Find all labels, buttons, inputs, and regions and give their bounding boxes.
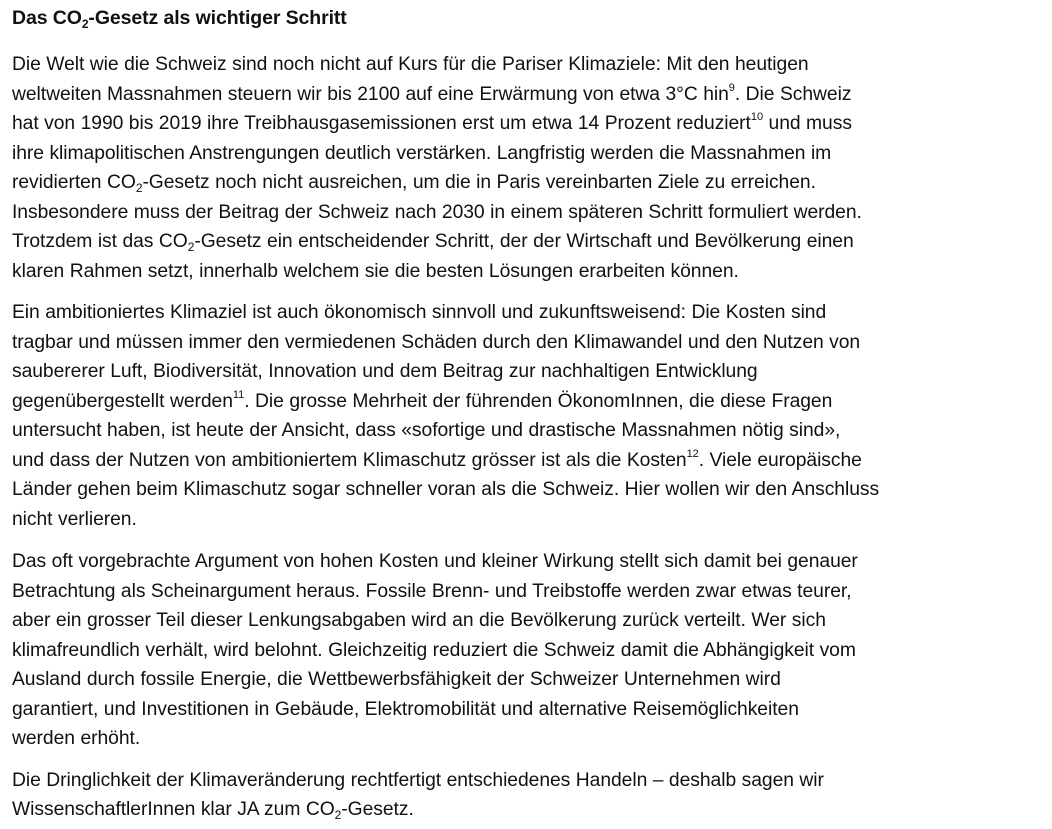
text-line: Das oft vorgebrachte Argument von hohen Kosten und kleiner Wirkung stellt sich damit bei genauer [12,551,858,572]
paragraph-4 [12,766,1042,825]
document-body [12,0,1042,825]
text-line [12,446,1042,476]
text-line: Die Dringlichkeit der Klimaveränderung rechtfertigt entschiedenes Handeln – deshalb sagen wir [12,769,824,791]
text-line [12,387,1042,417]
subscript: 2 [135,181,143,195]
paragraph-2 [12,298,1042,534]
paragraph-1 [12,50,1042,286]
text-segment: Trotzdem ist das CO [12,231,188,252]
text-line: Ausland durch fossile Energie, die Wettbewerbsfähigkeit der Schweizer Unternehmen wird [12,669,781,690]
text-line: ihre klimapolitischen Anstrengungen deutlich verstärken. Langfristig werden die Massnahmen im [12,142,832,164]
text-line: Länder gehen beim Klimaschutz sogar schneller voran als die Schweiz. Hier wollen wir den Anschluss [12,479,880,500]
text-segment: -Gesetz ein entscheidender Schritt, der der Wirtschaft und Bevölkerung einen [194,231,854,252]
heading-text-start: Das CO [12,7,82,29]
footnote-ref-12: 12 [686,447,699,460]
text-line [12,109,1042,139]
footnote-ref-9: 9 [728,81,735,94]
text-line: klaren Rahmen setzt, innerhalb welchem sie die besten Lösungen erarbeiten können. [12,260,739,282]
text-line: garantiert, und Investitionen in Gebäude, Elektromobilität und alternative Reisemöglichkeiten [12,698,799,720]
text-line: klimafreundlich verhält, wird belohnt. Gleichzeitig reduziert die Schweiz damit die Abhängigkeit vom [12,639,856,661]
footnote-ref-11: 11 [232,388,245,401]
text-segment: weltweiten Massnahmen steuern wir bis 2100 auf eine Erwärmung von etwa 3°C hin [12,83,729,105]
text-segment: WissenschaftlerInnen klar JA zum CO [12,799,335,820]
text-segment: -Gesetz noch nicht ausreichen, um die in Paris vereinbarten Ziele zu erreichen. [142,172,816,193]
section-heading [12,5,1042,32]
text-segment: hat von 1990 bis 2019 ihre Treibhausgasemissionen erst um etwa 14 Prozent reduziert [12,113,751,134]
heading-subscript: 2 [81,17,89,31]
text-line: Betrachtung als Scheinargument heraus. Fossile Brenn- und Treibstoffe werden zwar etwas teurer, [12,580,852,602]
text-segment: . Die Schweiz [734,83,852,105]
text-line [12,795,1042,825]
text-segment: gegenübergestellt werden [12,390,233,412]
text-segment: und dass der Nutzen von ambitioniertem Klimaschutz grösser ist als die Kosten [12,449,687,471]
text-segment: und muss [763,113,852,134]
text-line: nicht verlieren. [12,508,137,530]
text-line: Die Welt wie die Schweiz sind noch nicht auf Kurs für die Pariser Klimaziele: Mit den heutigen [12,54,809,75]
text-line [12,168,1042,198]
text-segment: . Viele europäische [698,449,862,471]
text-line: Ein ambitioniertes Klimaziel ist auch ökonomisch sinnvoll und zukunftsweisend: Die Kosten sind [12,302,827,323]
text-line: tragbar und müssen immer den vermiedenen Schäden durch den Klimawandel und den Nutzen von [12,331,861,353]
text-line: aber ein grosser Teil dieser Lenkungsabgaben wird an die Bevölkerung zurück verteilt. Wer sich [12,610,826,631]
text-line [12,227,1042,257]
text-segment: -Gesetz. [341,799,414,820]
text-segment: . Die grosse Mehrheit der führenden ÖkonomInnen, die diese Fragen [244,390,833,412]
text-line [12,80,1042,110]
subscript: 2 [334,808,342,822]
text-line: werden erhöht. [12,728,141,749]
text-line: untersucht haben, ist heute der Ansicht, dass «sofortige und drastische Massnahmen nötig sind», [12,420,841,441]
text-line: saubererer Luft, Biodiversität, Innovation und dem Beitrag zur nachhaltigen Entwicklung [12,361,758,382]
text-line: Insbesondere muss der Beitrag der Schweiz nach 2030 in einem späteren Schritt formuliert werden. [12,201,862,223]
heading-text-end: -Gesetz als wichtiger Schritt [88,7,347,29]
text-segment: revidierten CO [12,172,136,193]
footnote-ref-10: 10 [750,111,764,123]
paragraph-3 [12,547,1042,754]
subscript: 2 [187,240,195,254]
